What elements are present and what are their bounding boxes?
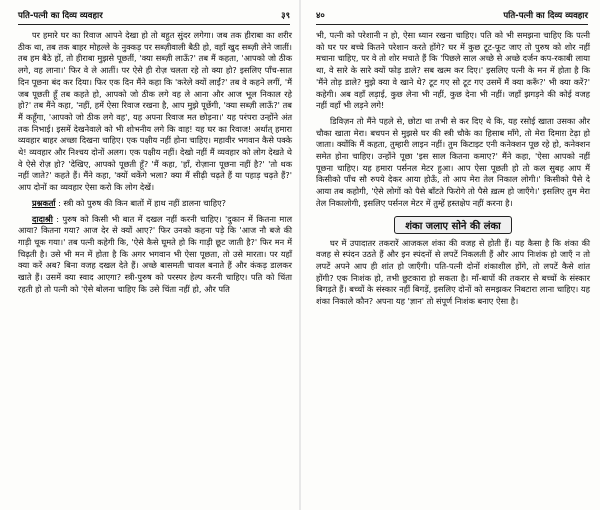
right-paragraph-2: डिविज़न तो मैंने पहले से, छोटा था तभी से कर दिए थे कि, यह रसोई खाता उसका और चौका खाता मेरा। बचपन से मुझसे घर की स्त्री चौके का हिसाब माँगे, तो मेरा दिमाग़ टेढ़ा हो जाता। क्योंकि मैं कहता, तुम्हारी लाइन नहीं। तुम किटाइट एनी कनेक्शन पूछ रहे हो, कनेक्शन समेत होना चाहिए। उन्होंने पूछा 'इस साल कितना कमाए?' मैंने कहा, 'ऐसा आपको नहीं पूछना चाहिए। यह हमारा पर्सनल मेटर हुआ। आप ऐसा पूछती हो तो कल सुबह आप मैं किसीको पाँच सौ रुपये देकर आया होऊँ, तो आप मेरा तेल निकाल लोगी।' किसीको पैसे दे आया तब कहोगी, 'ऐसे लोगों को पैसे बाँटते फिरोगे तो पैसे ख़त्म हो जाएँगे।' इसलिए तुम मेरा तेल निकालोगी, इसलिए पर्सनल मेटर में तुम्हें हस्तक्षेप नहीं करना है। bbox=[316, 115, 590, 208]
right-page bbox=[300, 0, 600, 510]
right-page-header-title: पति-पत्नी का दिव्य व्यवहार bbox=[503, 10, 588, 21]
answer-text: पुरुष को किसी भी बात में दखल नहीं करनी चाहिए। 'दुकान में कितना माल आया? कितना गया? आज देर से क्यों आए?' फिर उनको कहना पड़े कि 'आज नौ बजे की गाड़ी चूक गया।' तब पत्नी कहेगी कि, 'ऐसे कैसे घूमते हो कि गाड़ी छूट जाती है?' फिर मन में चिढ़ती है। उसे भी मन में होता है कि अगर भगवान भी ऐसा पूछता, तो उसे मारता। पर यहाँ क्या करें अब? बिना वजह दखल देते हैं। अच्छे बासमती चावल बनाते हैं और कंकड़ डालकर खाते हैं। उसमें क्या स्वाद आएगा? स्त्री-पुरुष को परस्पर हेल्प करनी चाहिए। पति को चिंता रहती हो तो पत्नी को 'ऐसे बोलना चाहिए कि उसे चिंता नहीं हो, और पति bbox=[18, 213, 293, 294]
answer-speaker: दादाश्री bbox=[32, 213, 53, 224]
answer-block: दादाश्री : पुरुष को किसी भी बात में दखल नहीं करनी चाहिए। 'दुकान में कितना माल आया? कितना गया? आज देर से क्यों आए?' फिर उनको कहना पड़े कि 'आज नौ बजे की गाड़ी चूक गया।' तब पत्नी कहेगी कि, 'ऐसे कैसे घूमते हो कि गाड़ी छूट जाती है?' फिर मन में चिढ़ती है। उसे भी मन में होता है कि अगर भगवान भी ऐसा पूछता, तो उसे मारता। पर यहाँ क्या करें अब? बिना वजह दखल देते हैं। अच्छे बासमती चावल बनाते हैं और कंकड़ डालकर खाते हैं। उसमें क्या स्वाद आएगा? स्त्री-पुरुष को परस्पर हेल्प करनी चाहिए। पति को चिंता रहती हो तो पत्नी को 'ऐसे बोलना चाहिए कि उसे चिंता नहीं हो, और पति bbox=[18, 213, 293, 294]
right-paragraph-3: घर में उपादातर तकरारें आजकल शंका की वजह से होती हैं। यह कैसा है कि शंका की वजह से स्पंदन उठते हैं और इन स्पंदनों से लपटें निकलती हैं और आप निःशंक हो जाएँ न तो लपटें अपने आप ही शांत हो जाएँगी। पति-पत्नी दोनों शंकाशील होंगे, तो लपटें कैसे शांत होंगी? एक निःशंक हो, तभी छुटकारा हो सकता है। माँ-बापों की तकरार से बच्चों के संस्कार बिगड़ते हैं। बच्चों के संस्कार नहीं बिगड़ें, इसलिए दोनों को समझकर निबटारा लाना चाहिए। यह शंका निकाले कौन? अपना यह 'ज्ञान' तो संपूर्ण निःशंक बनाए ऐसा है। bbox=[316, 237, 590, 307]
question-speaker: प्रश्नकर्ता bbox=[32, 197, 56, 208]
question-block: प्रश्नकर्ता : स्त्री को पुरुष की किन बातों में हाथ नहीं डालना चाहिए? bbox=[32, 197, 226, 208]
right-paragraph-1: भी, पत्नी को परेशानी न हो, ऐसा ध्यान रखना चाहिए। पति को भी समझना चाहिए कि पत्नी को घर पर बच्चे कितने परेशान करते होंगे? घर में कुछ टूट-फूट जाए तो पुरुष को शोर नहीं मचाना चाहिए, पर वे तो शोर मचाते हैं कि 'पिछले साल अच्छे से अच्छे दर्जन कप-रकाबी लाया था, वे सारे के सारे क्यों फोड़ डाले? सब खत्म कर दिए।' इसलिए पत्नी के मन में होता है कि 'मैंने तोड़ डाले? मुझे क्या वे खाने थे? टूट गए सो टूट गए उसमें मैं क्या करूँ?' भी क्या करें?' कहेगी। अब वहाँ लड़ाई, कुछ लेना भी नहीं, कुछ देना भी नहीं। जहाँ झगड़ने की कोई वजह नहीं वहाँ भी लड़ने लगे! bbox=[316, 30, 590, 111]
question-text: स्त्री को पुरुष की किन बातों में हाथ नहीं डालना चाहिए? bbox=[63, 197, 226, 208]
right-page-header bbox=[316, 8, 588, 22]
left-page-header-title: पति-पत्नी का दिव्य व्यवहार bbox=[18, 10, 103, 21]
left-page-header bbox=[18, 8, 290, 22]
right-page-number: ४० bbox=[316, 10, 325, 21]
left-paragraph-1: पर हमारे घर का रिवाज आपने देखा हो तो बहुत सुंदर लगेगा। जब तक हीराबा का शरीर ठीक था, तब तक बाहर मोहल्ले के नुक्कड़ पर सब्ज़ीवाली बैठी हो, वहाँ खुद सब्ज़ी लेने जातीं। तब हम बैठे हों, तो हीराबा मुझसे पूछतीं, 'क्या सब्ज़ी लाऊँ?' तब मैं कहता, 'आपको जो ठीक लगे, वह लाना।' फिर वे ले आतीं। पर ऐसे ही रोज़ चलता रहे तो क्या हो? इसलिए पाँच-सात दिन पूछना बंद कर दिया। फिर एक दिन मैंने कहा कि 'करेले क्यों लाईं?' तब वे कहने लगीं, 'मैं जब पूछती हूँ तब कहते हो, आपको जो ठीक लगे वह ले आना और आज भूल निकाल रहे हो?' तब मैंने कहा, 'नहीं, हमें ऐसा रिवाज रखना है, आप मुझे पूछेंगी, 'क्या सब्ज़ी लाऊँ?' तब मैं कहूँगा, 'आपको जो ठीक लगे वह', यह अपना रिवाज मत छोड़ना।' यह परंपरा उन्होंने अंत तक निभाई। इसमें देखनेवाले को भी शोभनीय लगे कि वाह! यह घर का रिवाज! अर्थात् हमारा व्यवहार बाहर अच्छा दिखना चाहिए। एक पक्षीय नहीं होना चाहिए। महावीर भगवान कैसे पक्के थे! व्यवहार और निश्चय दोनों अलग। एक पक्षीय नहीं। देखो नहीं मैं व्यवहार को लोग देखते थे वे ऐसे रोज़ हो? 'देखिए, आपको पूछती हूँ? 'मैं कहा, 'हाँ, रोज़ाना पूछना नहीं है?' 'तो थक नहीं जाते?' कहते हैं। मैंने कहा, 'क्यों थकेंगे भला? क्या मैं सीढ़ी चढ़ते हैं या पहाड़ चढ़ते हैं?' आप दोनों का व्यवहार ऐसा करो कि लोग देखें। bbox=[18, 30, 292, 193]
section-heading-text: शंका जलाए सोने की लंका bbox=[394, 216, 512, 234]
section-heading bbox=[316, 216, 590, 234]
left-page-number: ३९ bbox=[281, 10, 290, 21]
